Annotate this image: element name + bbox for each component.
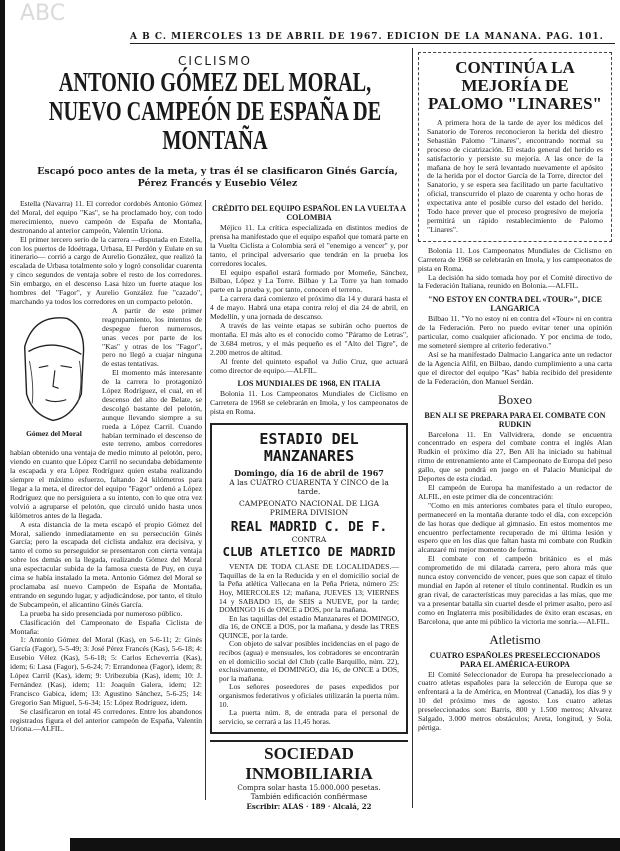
paragraph: A esta distancia de la meta escapó el propio Gómez del Moral, saliendo inmediatamente en su persecución Ginés García; pero la escapada del ciclista andaluz era decisiva, y tanto el como su perseguidor se presentaron con cierta ventaja sobre los demás en la llegada, realizando Gómez del Moral una espectacular subida de la famosa cuesta de Puy, en cuya cima se había instalado la meta. Antonio Gómez del Moral se proclamaba así nuevo Campeón de España de Montaña, entrando en segundo lugar, y adjudicándose, por tanto, el título de Subcampeón, el alicantino Ginés García. [10,519,202,609]
ad-division: PRIMERA DIVISION [269,508,349,518]
real-estate-advertisement [210,740,408,811]
paragraph: El primer tercero serio de la carrera —disputada en Estella, con los puertos de Idoétraga, Urbasa, El Perdón y Eulate en su itinerario— corrió a cargo de Aurelio González, que realizó la escalada de Urbasa totalmente solo y logró consolidar cuarenta y cinco segundos de ventaja sobre el resto de los corredores. Sin embargo, en el descenso Lasa hizo un fuerte ataque los hombres del "Fagor", y Aurelio González fue "cazado", marchando ya todos los corredores en un compacto pelotón. [10,234,202,306]
paragraph: El equipo español estará formado por Momeñe, Sánchez, Bilbao, López y La Torre. Bilbao y La Torre ya han tomado parte en la prueba y, por tanto, conocen el terreno. [210,267,408,295]
paragraph: Con objeto de salvar posibles incidencias en el pago de recibos (agua) e mensuales, los cobradores se encontrarán en el domicilio social del Club (calle Barquillo, núm. 22), exclusivamente, el DOMINGO, día 16, de ONCE a DOS, por la mañana. [219,639,399,683]
scan-border-left [0,0,5,851]
main-headline: ANTONIO GÓMEZ DEL MORAL, NUEVO CAMPEÓN DE ESPAÑA DE MONTAÑA [48,67,382,155]
langarica-headline: "NO ESTOY EN CONTRA DEL «TOUR»", DICE LANGARICA [428,295,602,314]
palomo-body [427,119,603,235]
section-kicker: CICLISMO [178,54,252,68]
middle-column-articles [210,204,408,417]
ad-home-team: REAL MADRID C. DE F. [230,520,388,536]
colombia-headline: CRÉDITO DEL EQUIPO ESPAÑOL EN LA VUELTA A COLOMBIA [211,204,407,222]
ad-competition: CAMPEONATO NACIONAL DE LIGA [238,499,379,509]
paragraph: Barcelona 11. En Vallvidrera, donde se encuentra concentrado en espera del combate contra el inglés Alan Rudkin el próximo día 27, Ben Alí ha iniciado su habitual ritmo de entrenamiento ante el Campeonato de Europa del peso gallo, que se pondrá en juego en el Palacio Municipal de Deportes de esta ciudad. [418,429,612,484]
paragraph: Méjico 11. La crítica especializada en distintos medios de prensa ha manifestado que el equipo español que tomará parte en la Vuelta Ciclista a Colombia será el "enemigo a vencer" y, por tanto, el principal adversario que tendrán en la prueba los corredores locales. [210,223,408,268]
palomo-headline: CONTINÚA LA MEJORÍA DE PALOMO "LINARES" [428,58,602,113]
main-article-header [20,54,410,190]
paragraph: A primera hora de la tarde de ayer los médicos del Sanatorio de Toreros reconocieron la herida del diestro Sebastián Palomo "Linares", encontrando normal su proceso de cicatrización. El estado general del herido es satisfactorio y persiste su mejoría. A las once de la mañana de hoy le será levantado nuevamente el apósito de la herida por el doctor García de la Torre, director del Sanatorio, y se espera sea facilitado un parte facultativo oficial, transcurrido el plazo de cuarenta y ocho horas de expectativa ante el posible curso del estado del herido. Todo hace prever que el proceso progresivo de mejoría permitirá un rápido restablecimiento de Palomo "Linares". [427,118,603,234]
ad-date: Domingo, día 16 de abril de 1967 [234,468,384,479]
paragraph: Los señores poseedores de pases expedidos por organismos federativos y oficiales utilizarán la puerta núm. 10. [219,682,399,709]
paragraph: Bolonia 11. Los Campeonatos Mundiales de Ciclismo en Carretera de 1968 se celebrarán en Imola, y los campeonatos de pista en Roma. [210,389,408,417]
atletismo-headline: CUATRO ESPAÑOLES PRESELECCIONADOS PARA EL AMÉRICA-EUROPA [429,650,601,669]
ad-away-team: CLUB ATLETICO DE MADRID [222,544,396,560]
main-article-body [10,200,202,734]
paragraph: La prueba ha sido presenciada por numeroso público. [20,608,183,618]
paragraph: A través de las veinte etapas se subirán ocho puertos de montaña. El más alto es el conocido como "Páramo de Letras", de 3.684 metros, y el más pequeño es el "Alto del Tigre", de 2.200 metros de altitud. [210,320,408,357]
right-column-articles [418,247,612,733]
mundiales-headline: LOS MUNDIALES DE 1968, EN ITALIA [237,379,381,389]
paragraph: Se clasificaron en total 45 corredores. Entre los abandonos registrados figura el del anterior campeón de España, Valentín Uriona.—ALFIL. [10,706,202,734]
ad-company-name: SOCIEDAD INMOBILIARIA [245,744,373,784]
paragraph: Bilbao 11. "Yo no estoy ni en contra del «Tour» ni en contra de la Federación. Pero no puedo evitar tener una opinión particular, como cualquier aficionado. Y por encima de todo, me someteré siempre al criterio federativo." [418,314,612,351]
masthead: A B C. MIERCOLES 13 DE ABRIL DE 1967. EDICION DE LA MAÑANA. PAG. 101. [130,32,615,44]
section-boxeo: Boxeo [498,391,532,407]
ad-versus: CONTRA [291,535,327,545]
section-atletismo: Atletismo [489,631,541,647]
middle-column [210,200,408,811]
column-rule [205,200,206,800]
boxeo-headline: BEN ALI SE PREPARA PARA EL COMBATE CON RUDKIN [424,410,606,429]
paragraph: La carrera dará comienzo el próximo día 14 y durará hasta el 4 de mayo. Habrá una etapa contra reloj el día 24 de abril, en Medellín, y una jornada de descanso. [210,294,408,322]
paragraph: El momento más interesante de la carrera lo protagonizó López Rodríguez, el cual, en el descenso del alto de Belate, se descolgó bastante del pelotón, aunque llevando siempre a su rueda a López Carril. Cuando habían terminado el descenso de este terreno, ambos corredores habían obtenido una ventaja de medio minuto al pelotón, pero, viendo en cuanto que López Carril no secundaba debidamente la escapada y era López Rodríguez quien estaba realizando siempre el máximo esfuerzo, faltando 24 kilómetros para llegar a la meta, el director del equipo "Fagor" ordenó a López Rodríguez que no persiguiera a su intento, con lo que otra vez volvió a agruparse el pelotón, que circuló unido hasta unos kilómetros antes de la llegada. [10,368,202,520]
ad-details [219,563,399,726]
paragraph: El campeón de Europa ha manifestado a un redactor de ALFIL, en este primer día de concentración: [418,483,612,501]
portrait-illustration [10,309,96,427]
paragraph: Estella (Navarra) 11. El corredor cordobés Antonio Gómez del Moral, del equipo "Kas", se ha proclamado hoy, con todo merecimiento, nuevo campeón de España de Montaña, destronando al anterior campeón, Valentín Uriona. [10,199,202,235]
paragraph: Así se ha manifestado Dalmacio Langarica ante un redactor de la Agencia Alfil, en Bilbao, dando cumplimiento a una carta que el director del equipo "Kas" había recibido del presidente de la Federación, don Manuel Serdán. [418,349,612,386]
photo-caption: Gómez del Moral [26,428,82,438]
ad-contact: Escribir: ALAS · 189 · Alcalá, 22 [246,802,372,812]
main-headline-wrapper [20,68,410,158]
paragraph: La decisión ha sido tomada hoy por el Comité directivo de la Federación Italiana, reunido en Bolonia.—ALFIL. [418,272,612,291]
main-subhead: Escapó poco antes de la meta, y tras él se clasificaron Ginés García, Pérez Francés y Eusebio Vélez [37,166,398,189]
paragraph: El Comité Seleccionador de Europa ha preseleccionado a cuatro atletas españoles para la selección de Europa que se enfrentará a la de América, en Montreal (Canadá), los días 9 y 10 del próximo mes de agosto. Los cuatro atletas preseleccionados son: Barris, 800 y 1.500 metros; Alvarez Salgado, 3.000 metros obstáculos; Areta, longitud, y Sola, pértiga. [418,669,612,732]
paragraph: El combate con el campeón británico es el más comprometido de mi dilatada carrera, pero ahora más que nunca estoy convencido de vencer, pues que son capaz el título mundial en Japón al retener el título continental. Rudkin es un gran rival, de características muy parecidas a las mías, que me va a presentar batalla sin cuartel desde el primer asalto, pero así como en Inglaterra mis posibilidades de éxito eran escasas, en Barcelona, que ante mi público la victoria me sonría.—ALFIL. [418,554,612,626]
paragraph: La puerta núm. 8, de entrada para el personal de servicio, se cerrará a las 11,45 horas. [219,708,399,726]
stadium-advertisement [210,423,408,734]
ad-venue: ESTADIO DEL MANZANARES [259,430,359,466]
portrait-figure [10,309,98,439]
palomo-linares-box [418,52,612,242]
watermark: ABC [20,1,66,26]
scan-border-bottom [70,838,620,851]
paragraph: Bolonia 11. Los Campeonatos Mundiales de Ciclismo en Carretera de 1968 se celebrarán en Imola, y los campeonatos de pista en Roma. [418,245,612,273]
paragraph: Al frente del quinteto español va Julio Cruz, que actuará como director de equipo.—ALFIL. [210,356,408,375]
ad-line: Compra solar hasta 15.000.000 pesetas. [237,784,381,793]
paragraph: VENTA DE TODA CLASE DE LOCALIDADES.—Taquillas de la en la Reducida y en el domicilio social de la Peña atlética Vallecana en la Peña Prieta, número 25: Hoy, MIERCOLES 12; mañana, JUEVES 13; VIERNES 14 y SABADO 15, de SEIS a NUEVE, por la tarde; DOMINGO 16 de ONCE a DOS, por la mañana. [219,562,399,615]
paragraph: "Como en mis anteriores combates para el título europeo, permaneceré en la montaña durante todo el día, con excepción de las horas que dedique al gimnasio. En estos momentos me encuentro perfectamente recuperado de mi última lesión y espero que en los días que faltan hasta mi combate con Rudkin alcanzaré mi mejor momento de forma. [418,500,612,555]
ad-line: También edificación confiérmase [250,793,368,802]
right-column [418,52,612,733]
paragraph: Clasificación del Campeonato de España Ciclista de Montaña: [10,617,202,636]
ad-time: A las CUATRO CUARENTA Y CINCO de la tarde. [229,478,389,497]
paragraph: 1: Antonio Gómez del Moral (Kas), en 5-6-11; 2: Ginés García (Fagor), 5-5-49; 3: José Pérez Francés (Kas), 5-6-18; 4: Eusebio Vélez (Kas), 5-6-18; 5: Carlos Echeverría (Kas), idem; 6: Lasa (Fagor), 5-6-24; 7: Errandonea (Fagor), idem; 8: López Carril (Kas), idem; 9: Uribezubia (Kas), idem; 10: J. Fernández (Kas), idem; 11: Joaquín Galera, idem; 12: Francisco Gabica, idem; 13: Agustino Sánchez, 5-6-25; 14: Gregorio San Miguel, 5-6-34; 15: López Rodríguez, idem. [10,635,202,707]
paragraph: A partir de este primer reagrupamiento, los intentos de despegue fueron numerosos, unas veces por parte de los "Kas" y otras de los "Fagor", pero no llegó a cuajar ninguna de estas tentativas. [102,305,202,369]
column-rule [412,48,413,808]
paragraph: En las taquillas del estadio Manzanares el DOMINGO, día 16, de ONCE a DOS, por la mañana, y desde las TRES QUINCE, por la tarde. [219,613,399,640]
